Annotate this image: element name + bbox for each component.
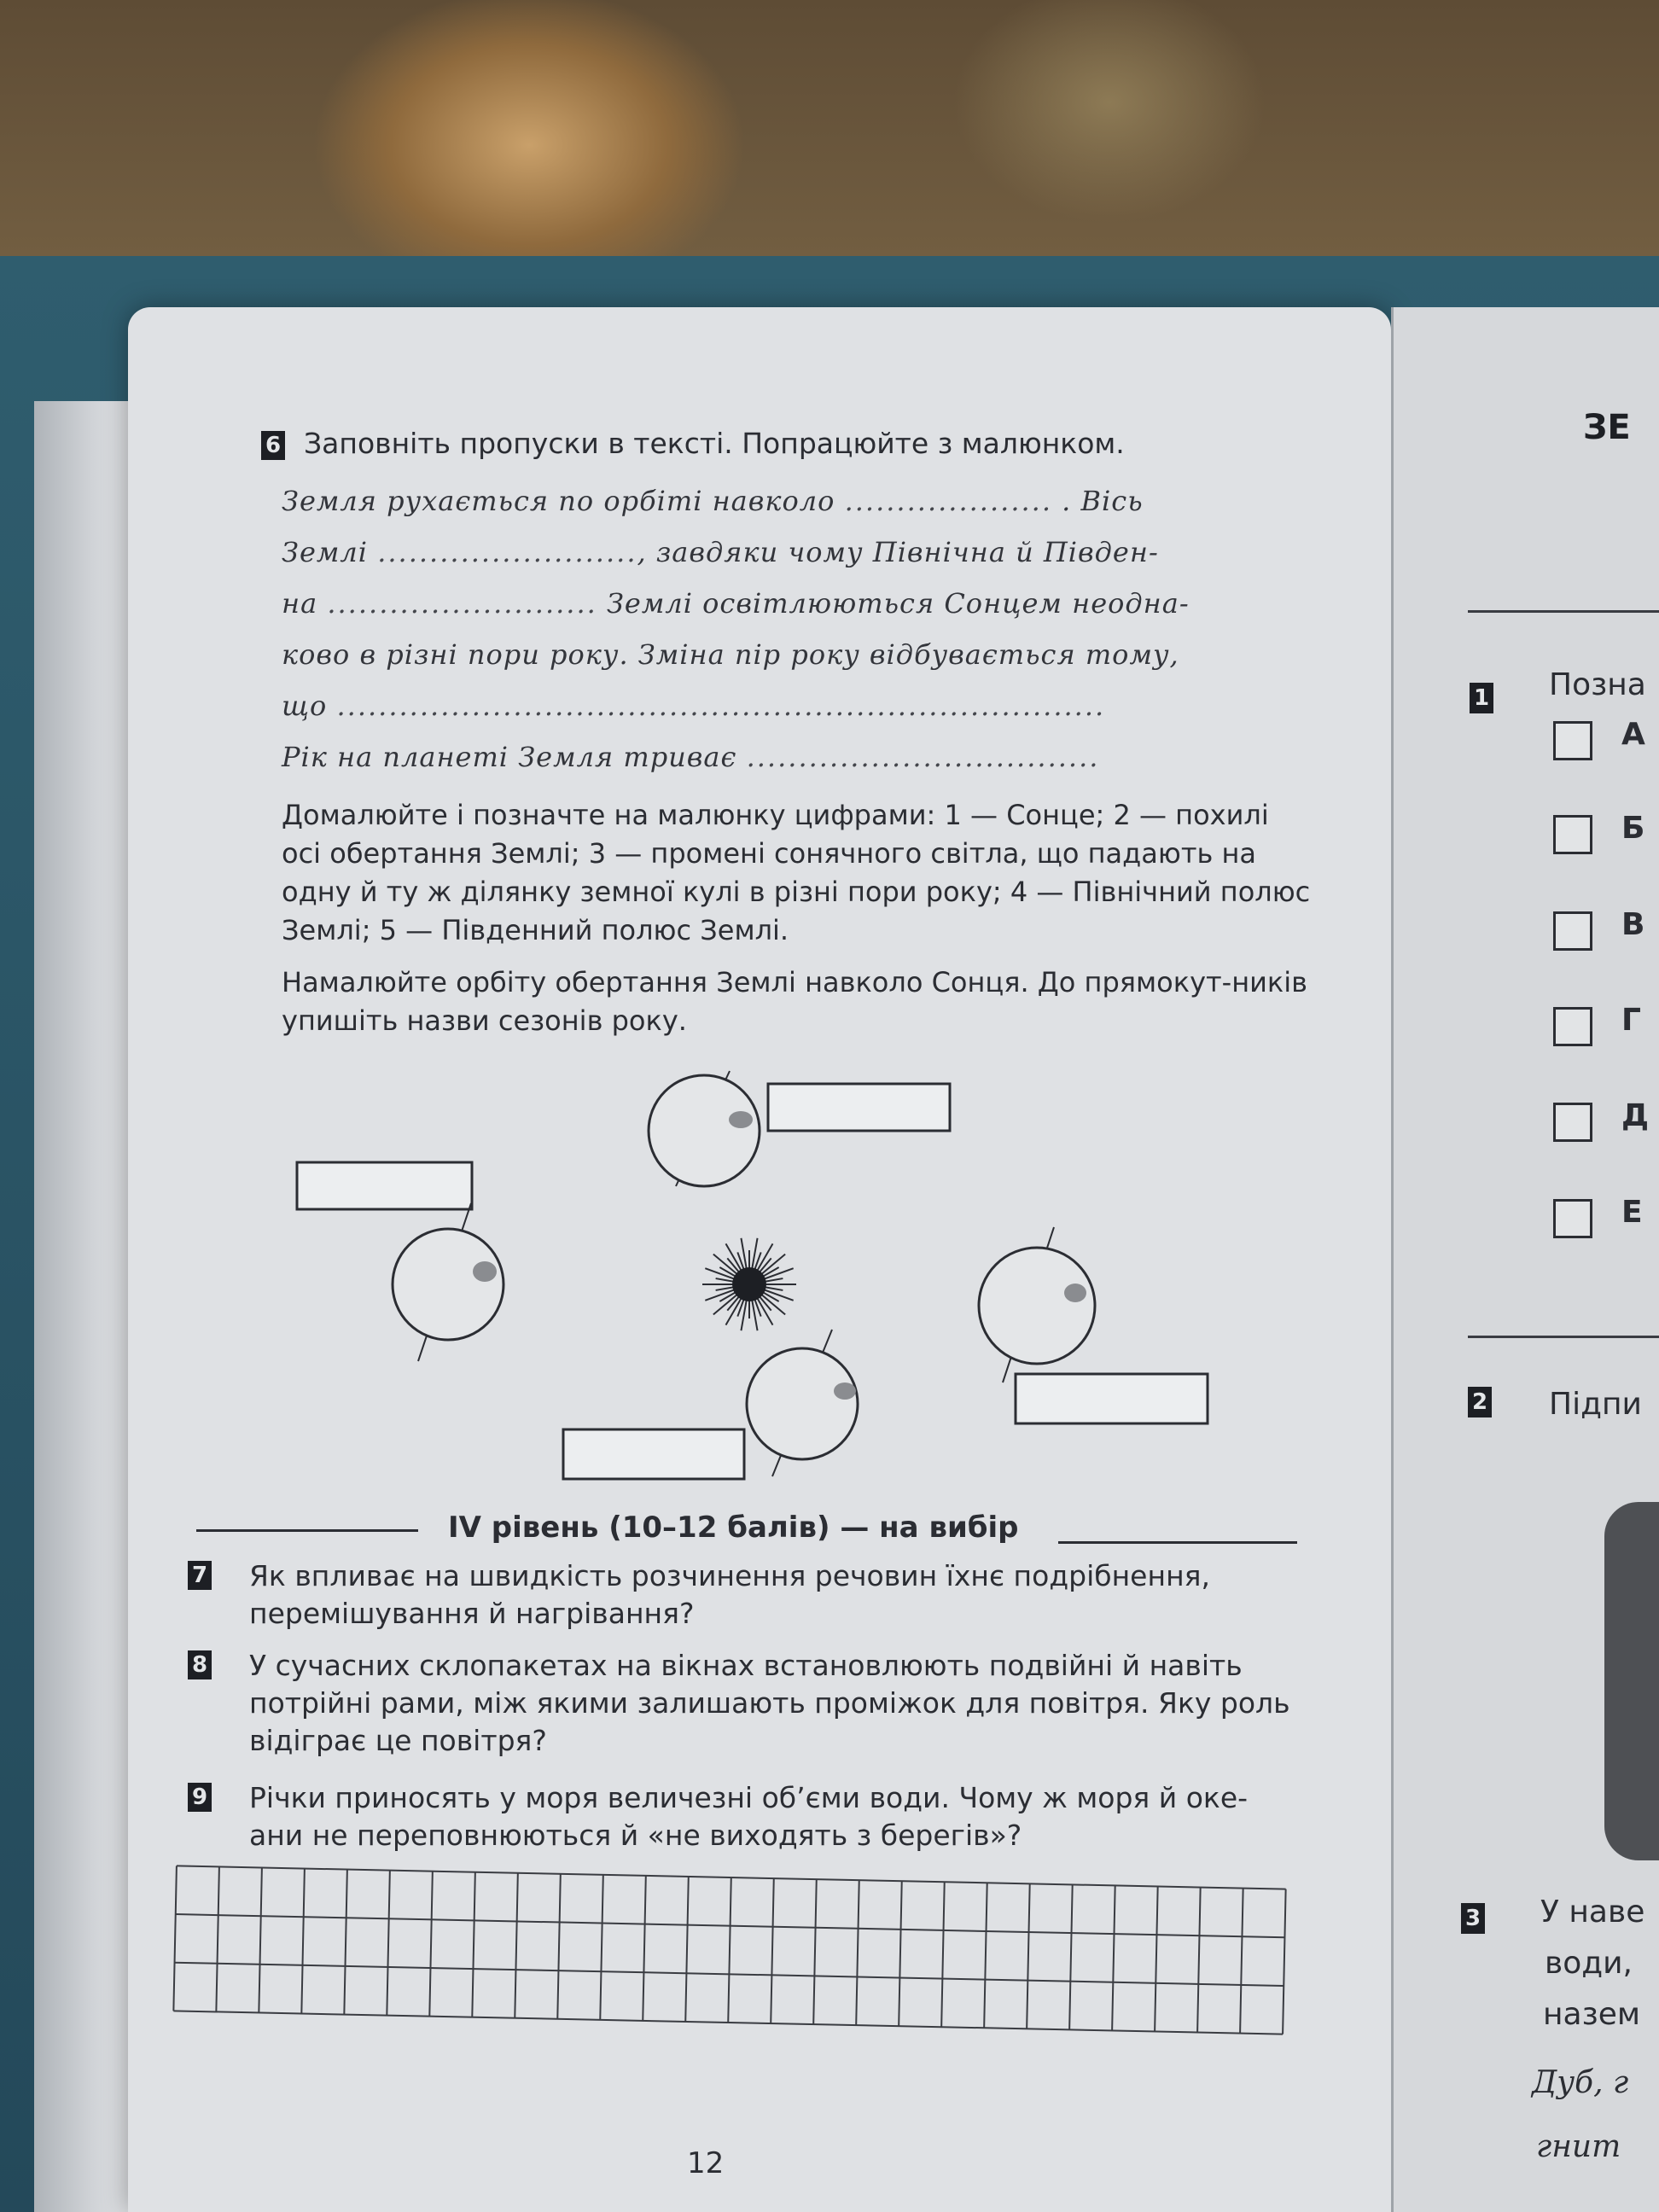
task-number-badge: 1: [1470, 683, 1493, 713]
instruction-draw: Домалюйте і позначте на малюнку цифрами: 1 — Сонце; 2 — похилі осі обертання Землі; 3 — промені сонячного світла, що падають на одну й ту ж ділянку земної кулі в різні пори року; 4 — Північний полюс Землі; 5 — Південний полюс Землі.: [282, 799, 1311, 946]
fill-line-text: . Вісь: [1062, 485, 1144, 517]
fill-line-text: ково в різні пори року. Зміна пір року відбувається тому,: [282, 638, 1179, 671]
blank-field[interactable]: ..........................................................................: [336, 690, 1106, 722]
option-letter: В: [1621, 907, 1645, 942]
fill-line: [282, 475, 1314, 527]
option-letter: Б: [1621, 811, 1645, 846]
fill-line: [282, 527, 1314, 578]
task-9: [188, 1779, 1297, 1854]
fill-line: [282, 578, 1314, 629]
blank-field[interactable]: ....................: [844, 485, 1052, 517]
task-8-text: У сучасних склопакетах на вікнах встановлюють подвійні й навіть потрійні рами, між якими залишають проміжок для повітря. Яку роль відіграє це повітря?: [249, 1649, 1290, 1757]
task-6-heading: Заповніть пропуски в тексті. Попрацюйте з малюнком.: [304, 427, 1125, 460]
task-8: [188, 1647, 1297, 1760]
page-stack-edge: [34, 401, 128, 2212]
divider-right: [1058, 1541, 1297, 1544]
option-letter: Д: [1621, 1098, 1650, 1133]
blank-field[interactable]: .........................: [377, 536, 637, 568]
sun-icon: [702, 1238, 796, 1330]
right-task-3-line: У наве: [1540, 1895, 1645, 1930]
season-box-bottom[interactable]: [563, 1429, 744, 1479]
right-task-3-line: назем: [1543, 1997, 1641, 2032]
fill-line-text: Землі: [282, 536, 369, 568]
earth-bottom: [747, 1330, 858, 1476]
fill-line: [282, 629, 1314, 680]
blank-field[interactable]: ..................................: [746, 741, 1100, 773]
right-task-1-text: Позна: [1549, 667, 1646, 702]
option-checkbox[interactable]: [1553, 815, 1592, 854]
fill-line-text: Рік на планеті Земля триває: [282, 741, 737, 773]
option-checkbox[interactable]: [1553, 1199, 1592, 1238]
task-number-badge: 7: [188, 1561, 212, 1590]
task-number-badge: 9: [188, 1783, 212, 1812]
right-italic-line: Дуб, г: [1532, 2065, 1629, 2100]
task-number-badge: 3: [1461, 1903, 1485, 1934]
fill-line: [282, 680, 1314, 731]
divider-left: [196, 1529, 418, 1532]
fill-in-text: [282, 475, 1314, 783]
task-number-badge: 2: [1468, 1387, 1492, 1417]
right-task-2-text: Підпи: [1549, 1387, 1642, 1422]
option-checkbox[interactable]: [1553, 1007, 1592, 1046]
option-checkbox[interactable]: [1553, 1103, 1592, 1142]
right-page-title: ЗЕ: [1583, 408, 1631, 447]
task-number-badge: 8: [188, 1650, 212, 1679]
season-box-top[interactable]: [768, 1084, 950, 1131]
option-letter: Г: [1621, 1003, 1641, 1038]
right-italic-line: гнит: [1536, 2129, 1621, 2164]
season-box-left[interactable]: [297, 1162, 472, 1209]
fill-line-text: на: [282, 587, 318, 620]
task-9-text: Річки приносять у моря величезні об’єми води. Чому ж моря й оке-ани не переповнюються й «не виходять з берегів»?: [249, 1781, 1249, 1852]
answer-grid[interactable]: [169, 1861, 1289, 2038]
earth-right: [979, 1227, 1095, 1382]
option-letter: Е: [1621, 1195, 1643, 1230]
blank-field[interactable]: ..........................: [327, 587, 597, 620]
task-7: [188, 1557, 1297, 1633]
option-checkbox[interactable]: [1553, 721, 1592, 760]
task-number-badge: 6: [261, 431, 285, 460]
right-page-divider: [1468, 610, 1659, 613]
task-6-heading-row: [261, 427, 1314, 460]
option-letter: А: [1621, 717, 1645, 752]
season-box-right[interactable]: [1016, 1374, 1208, 1423]
fill-line-text: Землі освітлюються Сонцем неодна-: [606, 587, 1190, 620]
earth-top: [649, 1071, 760, 1186]
fill-line-text: , завдяки чому Північна й Півден-: [637, 536, 1159, 568]
fill-line-text: Земля рухається по орбіті навколо: [282, 485, 835, 517]
right-page-figure: [1604, 1502, 1659, 1860]
seasons-diagram: [282, 1067, 1220, 1493]
level-heading-row: [196, 1511, 1306, 1553]
level-heading: IV рівень (10–12 балів) — на вибір: [448, 1511, 1019, 1545]
right-page-divider: [1468, 1336, 1659, 1338]
fill-line-text: що: [282, 690, 328, 722]
option-checkbox[interactable]: [1553, 911, 1592, 951]
right-task-3-line: води,: [1545, 1946, 1633, 1981]
page-number: 12: [687, 2146, 725, 2180]
earth-left: [393, 1203, 504, 1361]
fill-line: [282, 731, 1314, 783]
task-7-text: Як впливає на швидкість розчинення речовин їхнє подрібнення, перемішування й нагрівання?: [249, 1559, 1210, 1630]
instruction-orbit: Намалюйте орбіту обертання Землі навколо Сонця. До прямокут-ників упишіть назви сезонів року.: [282, 966, 1307, 1037]
task-6: [265, 427, 1314, 1040]
